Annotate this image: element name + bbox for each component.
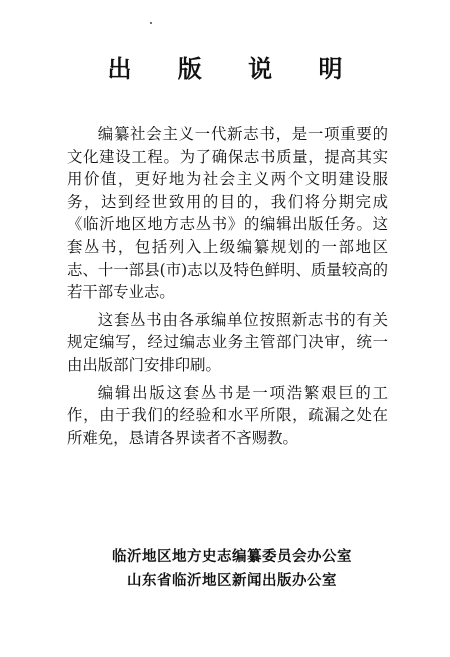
paragraph-3: 编辑出版这套丛书是一项浩繁艰巨的工作，由于我们的经验和水平所限，疏漏之处在所难免，恳请各界读者不吝赐教。 <box>67 383 388 447</box>
page-title: 出 版 说 明 <box>107 55 362 83</box>
signature-line-1: 临沂地区地方史志编纂委员会办公室 <box>112 549 352 565</box>
signature-block <box>0 545 450 593</box>
paragraph-2: 这套丛书由各承编单位按照新志书的有关规定编写，经过编志业务主管部门决审，统一由出版部门安排印刷。 <box>67 310 388 374</box>
paragraph-1: 编纂社会主义一代新志书，是一项重要的文化建设工程。为了确保志书质量，提高其实用价值，更好地为社会主义两个文明建设服务，达到经世致用的目的，我们将分期完成《临沂地区地方志丛书》的编辑出版任务。这套丛书，包括列入上级编纂规划的一部地区志、十一部县(市)志以及特色鲜明、质量较高的若干部专业志。 <box>67 125 388 302</box>
body-text <box>67 123 388 454</box>
signature-line-2: 山东省临沂地区新闻出版办公室 <box>127 573 337 589</box>
scan-speck <box>150 22 152 24</box>
